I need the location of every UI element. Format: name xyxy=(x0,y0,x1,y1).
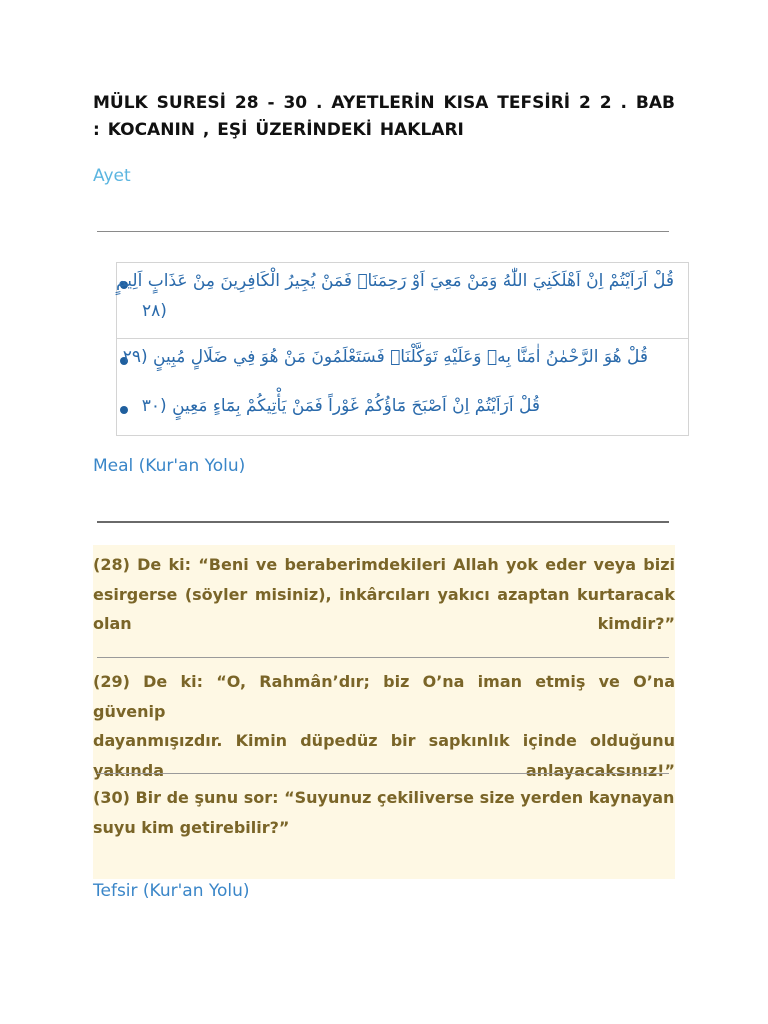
meal-line: esirgerse (söyler misiniz), inkârcıları yakıcı azaptan kurtaracak xyxy=(93,584,675,604)
meal-line: suyu kim getirebilir?” xyxy=(93,817,290,837)
meal-verse-30 xyxy=(93,783,675,842)
meal-verse-29 xyxy=(93,667,675,785)
divider xyxy=(97,773,669,774)
bullet-icon xyxy=(120,406,128,414)
meal-line: dayanmışızdır. Kimin düpedüz bir sapkınlık içinde olduğunu xyxy=(93,731,675,750)
section-heading-ayet: Ayet xyxy=(93,166,131,186)
divider xyxy=(97,521,669,523)
meal-verse-28 xyxy=(93,550,675,639)
meal-block xyxy=(93,545,675,879)
meal-line: (29) De ki: “O, Rahmân’dır; biz O’na iman etmiş ve O’na güvenip xyxy=(93,672,675,721)
page-title: MÜLK SURESİ 28 - 30 . AYETLERİN KISA TEFSİRİ 2 2 . BAB : KOCANIN , EŞİ ÜZERİNDEKİ HAKLARI xyxy=(93,93,675,140)
ayet-table xyxy=(116,262,689,436)
meal-line: (28) De ki: “Beni ve beraberimdekileri Allah yok eder veya bizi xyxy=(93,555,675,574)
divider xyxy=(97,657,669,658)
ayet-row xyxy=(117,263,688,339)
ayet-28-line-2: (٢٨ xyxy=(142,301,167,321)
meal-line: yakında anlayacaksınız!” xyxy=(93,760,675,780)
ayet-30: قُلْ اَرَاَيْتُمْ اِنْ اَصْبَحَ مَٓاؤُكُمْ غَوْراً فَمَنْ يَأْتِيكُمْ بِمَٓاءٍ مَعِينٍ (٣٠ xyxy=(141,396,540,416)
ayet-29: قُلْ هُوَ الرَّحْمٰنُ اٰمَنَّا بِهٖ وَعَلَيْهِ تَوَكَّلْنَاۚ فَسَتَعْلَمُونَ مَنْ هُوَ فِي ضَلَالٍ مُبِينٍ (٢٩ xyxy=(122,347,648,367)
section-heading-tefsir: Tefsir (Kur'an Yolu) xyxy=(93,881,250,901)
ayet-row xyxy=(117,339,688,435)
meal-line: olan kimdir?” xyxy=(93,614,675,633)
section-heading-meal: Meal (Kur'an Yolu) xyxy=(93,456,246,476)
meal-line: (30) Bir de şunu sor: “Suyunuz çekiliverse size yerden kaynayan xyxy=(93,788,675,807)
divider xyxy=(97,231,669,232)
ayet-28-line-1: قُلْ اَرَاَيْتُمْ اِنْ اَهْلَكَنِيَ اللّٰهُ وَمَنْ مَعِيَ اَوْ رَحِمَنَاۙ فَمَنْ يُجِيرُ الْكَافِرِينَ مِنْ عَذَابٍ اَلِيمٍ xyxy=(115,271,674,291)
